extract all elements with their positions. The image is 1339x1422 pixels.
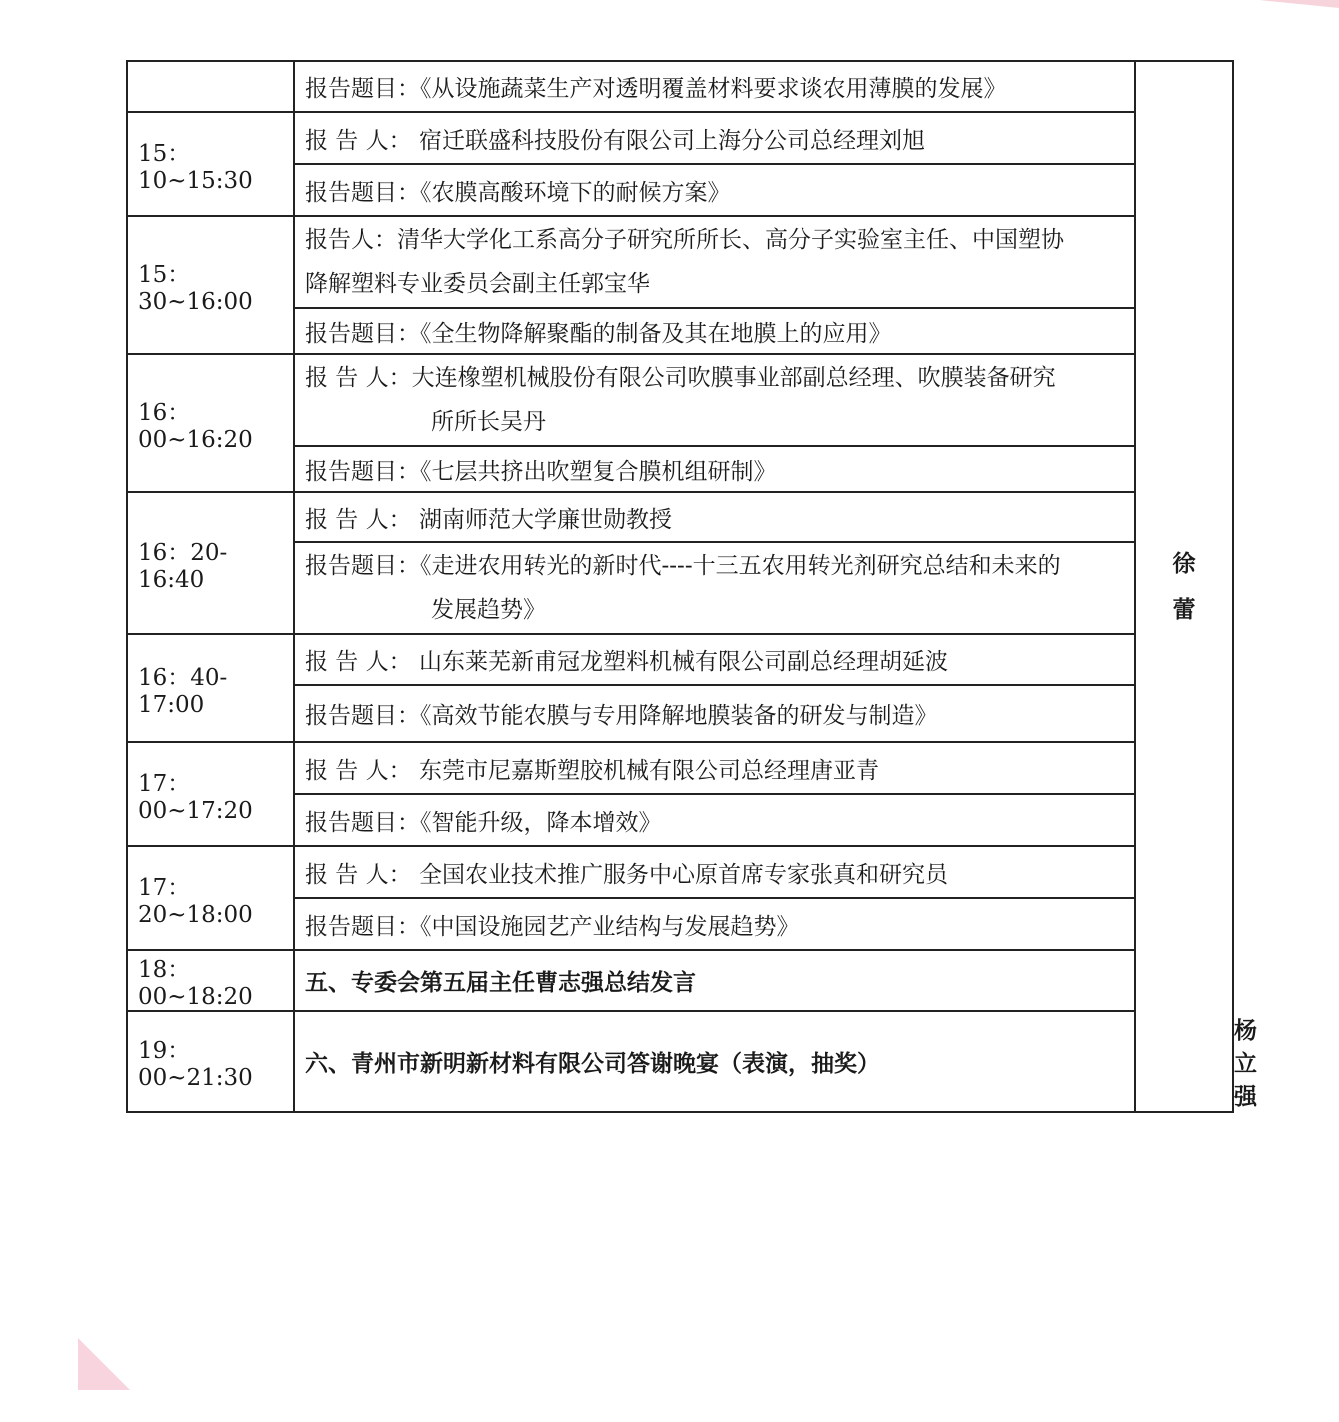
speaker-label: 报 告 人： <box>305 649 412 675</box>
speaker-label: 报 告 人： <box>305 757 412 784</box>
title-label: 报告题目： <box>305 913 420 940</box>
speaker: 湖南师范大学廉世勋教授 <box>418 506 672 533</box>
title-label: 报告题目： <box>305 553 420 579</box>
time-cell: 17：20~18:00 <box>127 846 294 950</box>
speaker-cell <box>294 492 1135 542</box>
table-row <box>127 846 1233 898</box>
title-cell <box>294 685 1135 742</box>
title-cell <box>294 164 1135 216</box>
speaker: 宿迁联盛科技股份有限公司上海分公司总经理刘旭 <box>418 127 925 154</box>
table-row <box>127 742 1233 794</box>
time-cell: 16：00~16:20 <box>127 354 294 492</box>
talk-title: 《全生物降解聚酯的制备及其在地膜上的应用》 <box>420 320 892 347</box>
time-cell: 17：00~17:20 <box>127 742 294 846</box>
speaker-cell <box>294 354 1135 446</box>
speaker-line: 大连橡塑机械股份有限公司吹膜事业部副总经理、吹膜装备研究 <box>411 365 1056 391</box>
time-cell: 18：00~18:20 <box>127 950 294 1011</box>
speaker-label: 报 告 人： <box>305 861 412 888</box>
agenda-item: 五、专委会第五届主任曹志强总结发言 <box>294 950 1135 1011</box>
talk-title: 《从设施蔬菜生产对透明覆盖材料要求谈农用薄膜的发展》 <box>420 76 1007 102</box>
time-cell: 16：20-16:40 <box>127 492 294 634</box>
speaker-cell <box>294 216 1135 308</box>
time-cell: 19：00~21:30 <box>127 1011 294 1112</box>
table-row <box>127 354 1233 446</box>
title-cell <box>294 308 1135 354</box>
speaker-line: 报告人：清华大学化工系高分子研究所所长、高分子实验室主任、中国塑协 <box>305 227 1064 253</box>
table-row <box>127 216 1233 308</box>
agenda-item: 六、青州市新明新材料有限公司答谢晚宴（表演，抽奖） <box>294 1011 1135 1112</box>
table-row <box>127 112 1233 164</box>
title-cell <box>294 542 1135 634</box>
host-cell-xu-lei <box>1135 61 1233 1112</box>
speaker-line: 降解塑料专业委员会副主任郭宝华 <box>305 271 650 297</box>
speaker: 全国农业技术推广服务中心原首席专家张真和研究员 <box>418 861 948 888</box>
table-row <box>127 950 1233 1011</box>
speaker-cell <box>294 634 1135 685</box>
title-cell <box>294 446 1135 492</box>
speaker-cell <box>294 112 1135 164</box>
talk-title-line: 发展趋势》 <box>431 597 546 623</box>
speaker-cell <box>294 742 1135 794</box>
time-cell: 16：40-17:00 <box>127 634 294 742</box>
talk-title: 《农膜高酸环境下的耐候方案》 <box>420 179 731 206</box>
speaker-label: 报 告 人： <box>305 127 412 154</box>
speaker-cell <box>294 846 1135 898</box>
title-cell <box>294 61 1135 112</box>
host-name-char: 徐 <box>1172 550 1196 577</box>
time-cell <box>127 61 294 112</box>
talk-title: 《高效节能农膜与专用降解地膜装备的研发与制造》 <box>420 703 938 729</box>
talk-title: 《智能升级，降本增效》 <box>420 809 662 836</box>
title-label: 报告题目： <box>305 458 420 485</box>
table-row <box>127 492 1233 542</box>
title-label: 报告题目： <box>305 179 420 206</box>
speaker-label: 报 告 人： <box>305 365 412 391</box>
title-label: 报告题目： <box>305 703 420 729</box>
speaker: 东莞市尼嘉斯塑胶机械有限公司总经理唐亚青 <box>418 757 879 784</box>
title-cell <box>294 794 1135 846</box>
time-cell: 15：10~15:30 <box>127 112 294 216</box>
corner-decoration-top-right <box>1259 0 1339 8</box>
table-row <box>127 634 1233 685</box>
table-row <box>127 61 1233 112</box>
title-label: 报告题目： <box>305 809 420 836</box>
speaker-line: 所所长吴丹 <box>431 409 546 435</box>
speaker-label: 报 告 人： <box>305 506 412 533</box>
talk-title: 《七层共挤出吹塑复合膜机组研制》 <box>420 458 777 485</box>
speaker: 山东莱芜新甫冠龙塑料机械有限公司副总经理胡延波 <box>418 649 948 675</box>
title-cell <box>294 898 1135 950</box>
corner-decoration-bottom-left <box>78 1338 130 1390</box>
talk-title: 《走进农用转光的新时代----十三五农用转光剂研究总结和未来的 <box>420 553 1061 579</box>
title-label: 报告题目： <box>305 76 420 102</box>
time-cell: 15：30~16:00 <box>127 216 294 354</box>
agenda-table <box>126 60 1257 1113</box>
talk-title: 《中国设施园艺产业结构与发展趋势》 <box>420 913 800 940</box>
host-name-char: 蕾 <box>1172 596 1196 623</box>
title-label: 报告题目： <box>305 320 420 347</box>
table-row: 19：00~21:30 六、青州市新明新材料有限公司答谢晚宴（表演，抽奖） 杨立强 <box>127 1011 1233 1112</box>
